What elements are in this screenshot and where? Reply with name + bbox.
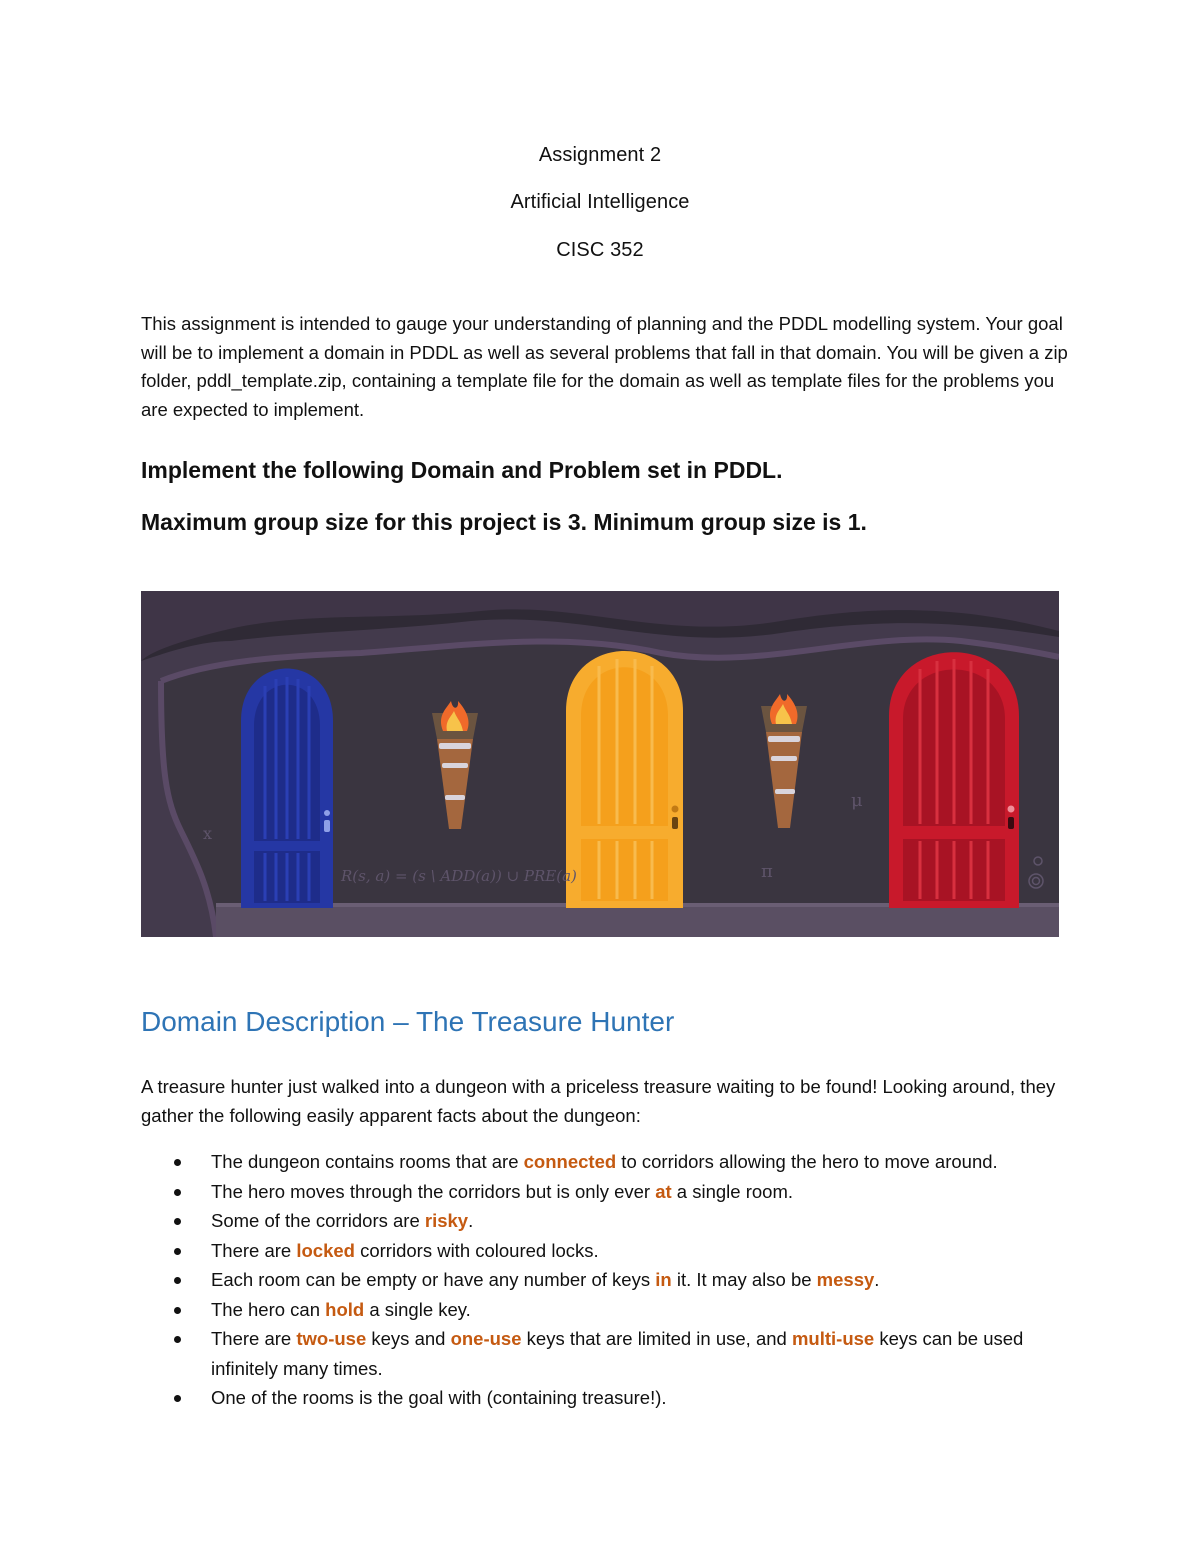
list-item: One of the rooms is the goal with (containing treasure!). bbox=[141, 1383, 1071, 1413]
course-code: CISC 352 bbox=[556, 239, 644, 261]
list-item: The dungeon contains rooms that are connected to corridors allowing the hero to move around. bbox=[141, 1147, 1071, 1177]
facts-list bbox=[141, 1147, 1071, 1413]
list-item: The hero moves through the corridors but is only ever at a single room. bbox=[141, 1177, 1071, 1207]
list-item: The hero can hold a single key. bbox=[141, 1295, 1071, 1325]
dungeon-illustration bbox=[141, 591, 1059, 937]
gold-door bbox=[566, 651, 683, 908]
course-name: Artificial Intelligence bbox=[510, 191, 690, 213]
symbol-mu: μ bbox=[851, 790, 863, 811]
list-item: There are locked corridors with coloured locks. bbox=[141, 1236, 1071, 1266]
section-heading: Domain Description – The Treasure Hunter bbox=[141, 1006, 675, 1037]
symbol-x: x bbox=[203, 824, 213, 843]
implement-instruction: Implement the following Domain and Problem set in PDDL. bbox=[141, 457, 783, 483]
formula-text: R(s, a) = (s \ ADD(a)) ∪ PRE(a) bbox=[341, 867, 577, 885]
intro-paragraph: This assignment is intended to gauge your understanding of planning and the PDDL modelling system. Your goal will be to implement a domain in PDDL as well as several problems that fall in that domain. You will be given a zip folder, pddl_template.zip, containing a template file for the domain as well as template files for the problems you are expected to implement. bbox=[141, 313, 1068, 420]
blue-door bbox=[241, 669, 333, 909]
section-paragraph: A treasure hunter just walked into a dungeon with a priceless treasure waiting to be found! Looking around, they gather the following easily apparent facts about the dungeon: bbox=[141, 1076, 1056, 1126]
group-size-instruction: Maximum group size for this project is 3. Minimum group size is 1. bbox=[141, 509, 867, 535]
list-item: Each room can be empty or have any number of keys in it. It may also be messy. bbox=[141, 1265, 1071, 1295]
dungeon-floor bbox=[216, 903, 1059, 937]
assignment-title: Assignment 2 bbox=[538, 144, 662, 166]
red-door bbox=[889, 652, 1019, 908]
list-item: Some of the corridors are risky. bbox=[141, 1206, 1071, 1236]
list-item: There are two-use keys and one-use keys that are limited in use, and multi-use keys can be used infinitely many times. bbox=[141, 1324, 1071, 1383]
symbol-pi: π bbox=[761, 861, 773, 882]
